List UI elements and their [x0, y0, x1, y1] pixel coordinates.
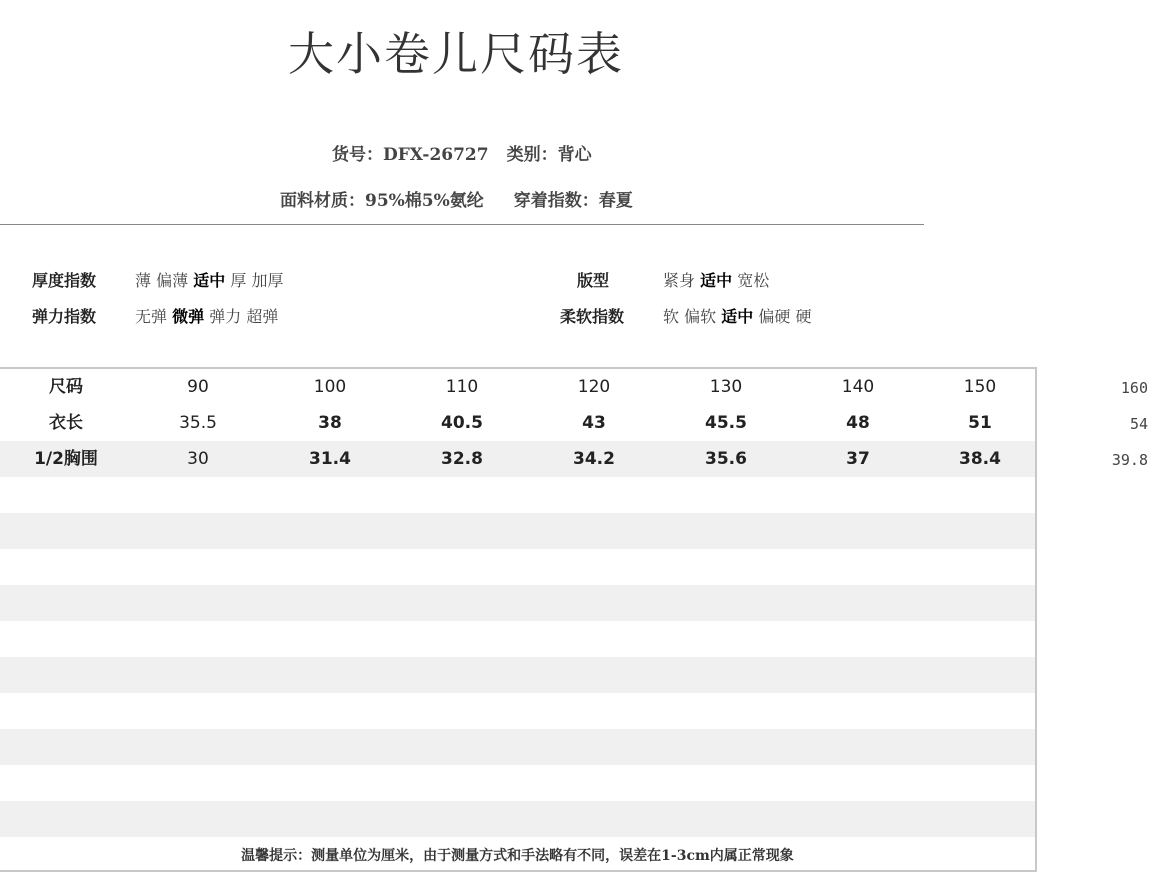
thickness-options [135, 268, 283, 291]
empty-row [0, 477, 1035, 513]
empty-row [0, 621, 1035, 657]
attribute-option: 适中 [700, 271, 733, 290]
table-cell: 38.4 [959, 449, 1001, 469]
attribute-option: 适中 [721, 307, 754, 326]
length-160: 54 [1129, 415, 1148, 433]
softness-options [663, 304, 811, 327]
softness-label: 柔软指数 [560, 307, 625, 326]
header-size: 尺码 [49, 377, 83, 397]
divider [0, 224, 924, 225]
attribute-option: 无弹 [135, 307, 168, 326]
measurement-note: 温馨提示：测量单位为厘米，由于测量方式和手法略有不同，误差在1-3cm内属正常现象 [241, 848, 794, 864]
empty-row [0, 693, 1035, 729]
table-cell: 35.5 [179, 413, 217, 433]
row-label: 1/2胸围 [34, 449, 98, 469]
fit-label: 版型 [577, 271, 610, 290]
table-cell: 30 [187, 449, 209, 469]
size-90: 90 [187, 377, 209, 397]
empty-row [0, 585, 1035, 621]
table-cell: 51 [968, 413, 992, 433]
empty-row [0, 801, 1035, 837]
attribute-option: 微弹 [172, 307, 205, 326]
row-label: 衣长 [49, 413, 83, 433]
page-title: 大小卷儿尺码表 [288, 27, 624, 81]
season-index: 穿着指数：春夏 [513, 191, 633, 211]
table-row-length [0, 405, 1035, 441]
table-cell: 31.4 [309, 449, 351, 469]
attribute-option: 宽松 [737, 271, 770, 290]
elasticity-options [135, 304, 278, 327]
attribute-option: 偏硬 [758, 307, 791, 326]
attribute-option: 适中 [193, 271, 226, 290]
table-cell: 38 [318, 413, 342, 433]
table-cell: 34.2 [573, 449, 615, 469]
size-130: 130 [709, 377, 743, 397]
attribute-option: 加厚 [251, 271, 284, 290]
thickness-label: 厚度指数 [32, 271, 97, 290]
item-number: 货号：DFX-26727 [332, 145, 489, 165]
fit-options [663, 268, 769, 291]
table-cell: 40.5 [441, 413, 483, 433]
attribute-option: 超弹 [246, 307, 279, 326]
size-table [0, 367, 1037, 872]
table-cell: 32.8 [441, 449, 483, 469]
empty-row [0, 549, 1035, 585]
attribute-option: 软 [663, 307, 680, 326]
elasticity-label: 弹力指数 [32, 307, 97, 326]
table-cell: 48 [846, 413, 870, 433]
empty-row [0, 765, 1035, 801]
size-120: 120 [577, 377, 611, 397]
empty-row [0, 729, 1035, 765]
size-150: 150 [963, 377, 997, 397]
attribute-option: 弹力 [209, 307, 242, 326]
attribute-option: 紧身 [663, 271, 696, 290]
empty-row [0, 657, 1035, 693]
product-info-line-1 [332, 140, 592, 165]
chest-160: 39.8 [1111, 451, 1148, 469]
table-header-row [0, 369, 1035, 405]
attribute-option: 偏薄 [156, 271, 189, 290]
table-cell: 45.5 [705, 413, 747, 433]
empty-row [0, 513, 1035, 549]
size-140: 140 [841, 377, 875, 397]
material: 面料材质：95%棉5%氨纶 [280, 191, 484, 211]
attribute-option: 硬 [795, 307, 812, 326]
table-cell: 43 [582, 413, 606, 433]
size-160: 160 [1120, 379, 1148, 397]
attribute-option: 厚 [230, 271, 247, 290]
category: 类别：背心 [506, 145, 592, 165]
product-info-line-2 [280, 186, 633, 211]
size-110: 110 [445, 377, 479, 397]
table-row-chest [0, 441, 1035, 477]
size-100: 100 [313, 377, 347, 397]
attribute-option: 薄 [135, 271, 152, 290]
table-cell: 37 [846, 449, 870, 469]
attribute-option: 偏软 [684, 307, 717, 326]
table-cell: 35.6 [705, 449, 747, 469]
